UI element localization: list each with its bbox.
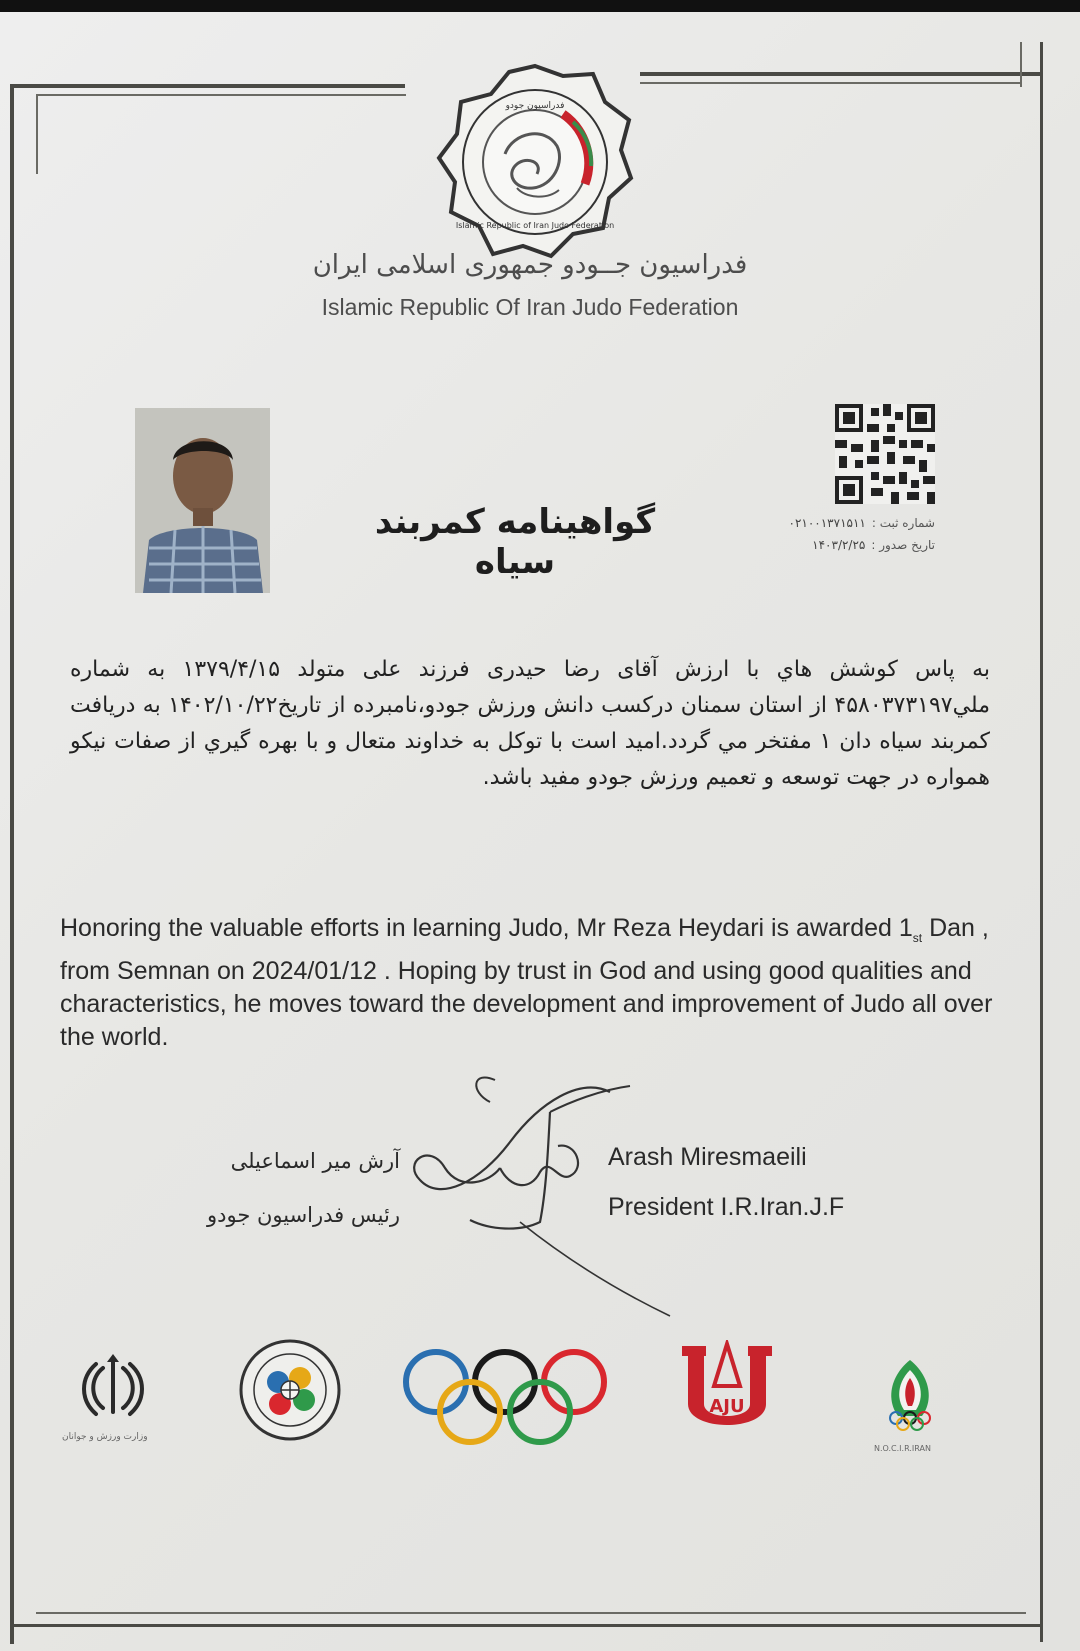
- body-text-en: [60, 912, 1005, 1054]
- iran-emblem-icon: [78, 1352, 148, 1422]
- border-top-right: [640, 72, 1040, 76]
- issue-date-label: تاریخ صدور :: [871, 538, 935, 552]
- signatory-en: [608, 1132, 938, 1232]
- svg-text:فدراسیون جودو: فدراسیون جودو: [505, 101, 565, 111]
- logos-row: [0, 1332, 1080, 1472]
- ijf-logo: [238, 1338, 342, 1442]
- signatory-name-en: Arash Miresmaeili: [608, 1143, 807, 1171]
- signatory-title-fa: رئیس فدراسیون جودو: [206, 1203, 400, 1227]
- border-left-inner: [36, 94, 38, 174]
- federation-name-fa: فدراسیون جــودو جمهوری اسلامی ایران: [312, 250, 748, 280]
- border-right-inner: [1020, 42, 1022, 87]
- signatory-fa: [150, 1134, 400, 1242]
- ministry-caption: وزارت ورزش و جوانان: [62, 1432, 148, 1442]
- registration-label: شماره ثبت :: [871, 516, 935, 530]
- svg-text:Islamic Republic of Iran Judo: Islamic Republic of Iran Judo Federation: [455, 221, 615, 230]
- certificate-title: گواهینامه کمربند سیاه: [374, 502, 656, 582]
- noc-caption: N.O.C.I.R.IRAN: [874, 1444, 931, 1453]
- asian-union-letters: AJU: [709, 1396, 745, 1417]
- border-bottom-inner: [36, 1612, 1026, 1614]
- asian-judo-union-logo: [680, 1340, 774, 1450]
- registration-block: [720, 512, 935, 556]
- signatory-name-fa: آرش میر اسماعیلی: [230, 1149, 400, 1173]
- olympic-rings-logo: [400, 1346, 610, 1450]
- federation-emblem: [435, 62, 635, 262]
- federation-name-en: Islamic Republic Of Iran Judo Federation: [321, 294, 739, 320]
- body-en-ordinal: st: [912, 931, 923, 945]
- issue-date: ۱۴۰۳/۲/۲۵: [812, 538, 866, 552]
- body-text-fa: به پاس کوشش هاي با ارزش آقای رضا حیدری فرزند علی متولد ۱۳۷۹/۴/۱۵ به شماره ملي۴۵۸۰۳۷۳۱۹۷ از استان سمنان درکسب دانش ورزش جودو،نامبرده از تاریخ۱۴۰۲/۱۰/۲۲ به دریافت کمربند سیاه دان ۱ مفتخر مي گردد.امید است با توکل به خداوند متعال و با بهره گیري از صفات نیکو همواره در جهت توسعه و تعمیم ورزش جودو مفید باشد.: [70, 657, 990, 790]
- border-top-left-inner: [36, 94, 406, 96]
- border-top-right-inner: [640, 82, 1020, 84]
- signatory-title-en: President I.R.Iran.J.F: [608, 1193, 845, 1221]
- body-en-part2: Dan , from Semnan on 2024/01/12 . Hoping by trust in God and using good qualities and characteristics, he moves toward the development and improvement of Judo all over the world.: [60, 914, 993, 1051]
- noc-iran-logo: [872, 1356, 948, 1436]
- body-en-part1: Honoring the valuable efforts in learning Judo, Mr Reza Heydari is awarded 1: [60, 914, 913, 942]
- certificate-paper: [0, 12, 1080, 1651]
- border-bottom: [10, 1624, 1043, 1627]
- registration-number: ۰۲۱۰۰۱۳۷۱۵۱۱: [788, 516, 866, 530]
- border-top-left: [10, 84, 405, 88]
- qr-code: [835, 404, 935, 504]
- recipient-photo: [135, 408, 270, 593]
